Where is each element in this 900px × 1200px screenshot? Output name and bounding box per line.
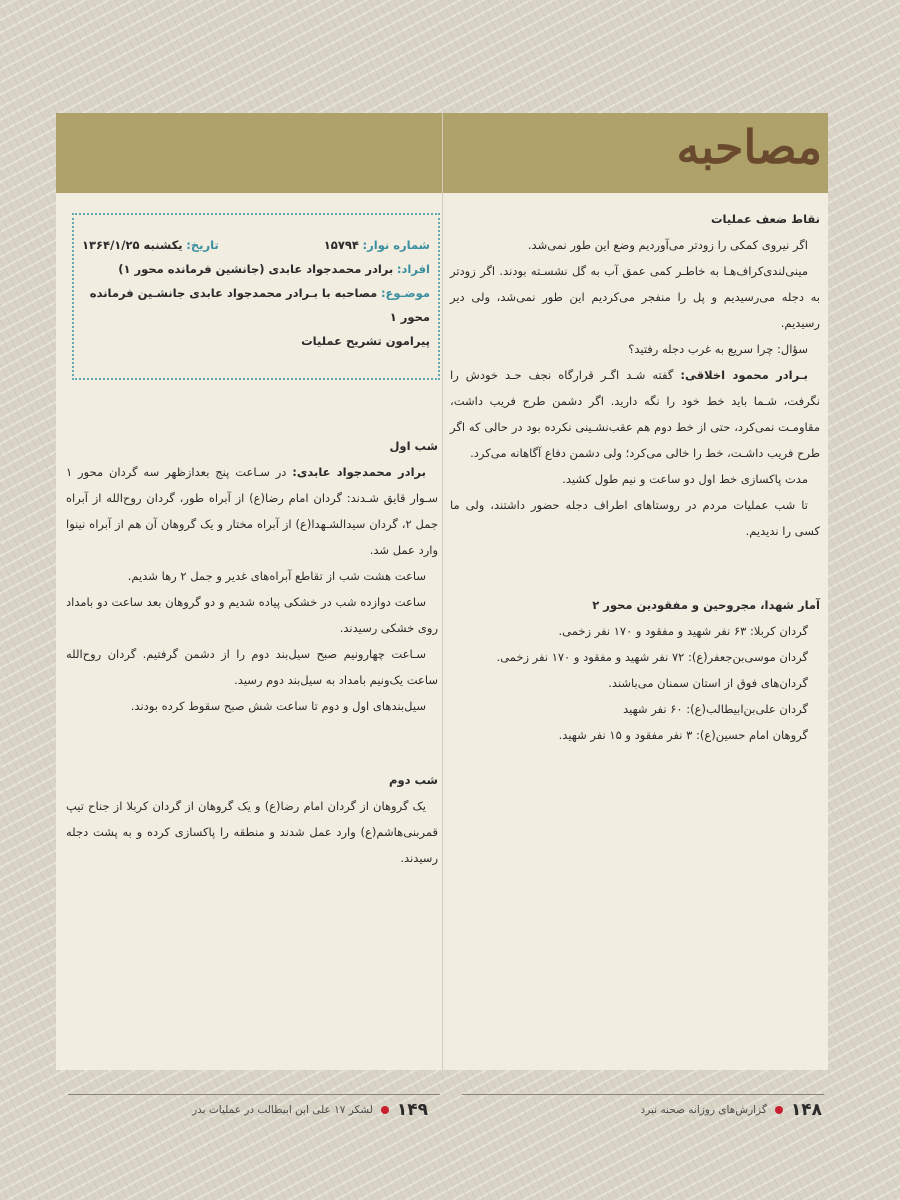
subject-label: موضـوع: (380, 286, 430, 300)
info-row-people (82, 257, 430, 281)
paragraph-text: در سـاعت پنج بعدازظهر سه گردان محور ۱ سـوار قایق شـدند: گردان امام رضا(ع) از آبراه طور، گردان روح‌الله از آبراه جمل ۲، گردان سیدالشـهدا(ع) از آبراه مختار و یک گروهان آن هم از آبراه نینوا وارد عمل شد. (66, 465, 438, 557)
section-title-second-night: شب دوم (389, 773, 438, 787)
column-divider (442, 113, 443, 1070)
list-item: گروهان امام حسین(ع): ۳ نفر مفقود و ۱۵ نفر شهید. (558, 728, 808, 742)
answer-text: گفته شـد اگـر قرارگاه نجف حـد خودش را نگرفت، شـما باید خط خود را نگه دارید. اگر دشمن طرح فریب داشت، مقاومـت نمی‌کرد، حتی از خط دوم هم عقب‌نشـینی نکرده بود در حالی که اگر طرح فریب داشـت، خط را خالی می‌کرد؛ ولی دشمن دفاع آگاهانه می‌کرد. (450, 368, 820, 460)
doc-number: ۱۵۷۹۴ (323, 238, 359, 252)
section-title-casualties: آمار شهدا، مجروحین و مفقودین محور ۲ (592, 598, 820, 612)
right-column (450, 206, 820, 748)
subject-value-line1: مصاحبه با بـرادر محمدجواد عابدی جانشـین فرمانده محور ۱ (89, 286, 430, 324)
paragraph: اگر نیروی کمکی را زودتر می‌آوردیم وضع این طور نمی‌شد. (527, 238, 808, 252)
answer-paragraph (450, 362, 820, 466)
bullet-dot-icon (775, 1106, 783, 1114)
footer-left-caption: لشکر ۱۷ علی ابن ابیطالب در عملیات بدر (192, 1104, 373, 1116)
paragraph: مدت پاکسازی خط اول دو ساعت و نیم طول کشید. (562, 472, 808, 486)
people-label: افراد: (396, 262, 430, 276)
list-item: گردان علی‌بن‌ابیطالب(ع): ۶۰ نفر شهید (623, 702, 808, 716)
footer-rule-left (68, 1094, 440, 1095)
subject-value-line2: پیرامون تشریح عملیات (301, 334, 430, 348)
people-value: برادر محمدجواد عابدی (جانشین فرمانده محور ۱) (118, 262, 394, 276)
speaker-name: برادر محمدجواد عابدی: (292, 465, 426, 479)
footer-right-caption: گزارش‌های روزانه صحنه نبرد (640, 1104, 767, 1116)
document-info-box (72, 213, 440, 380)
paragraph: یک گروهان از گردان امام رضا(ع) و یک گروهان از گردان کربلا از جناح تیپ قمربنی‌هاشم(ع) وارد عمل شدند و منطقه را پاکسازی کرده و به پشت دجله رسیدند. (66, 799, 438, 865)
info-row-subject (82, 281, 430, 329)
page-title: مصاحبه (676, 120, 822, 174)
date-value: یکشنبه ۱۳۶۴/۱/۲۵ (82, 238, 183, 252)
paragraph: تا شب عملیات مردم در روستاهای اطراف دجله حضور داشتند، ولی ما کسی را ندیدیم. (450, 498, 820, 538)
paragraph (66, 459, 438, 563)
page-number-right: ۱۴۸ (790, 1100, 822, 1120)
footer-right (462, 1100, 822, 1120)
list-item: گردان موسی‌بن‌جعفر(ع): ۷۲ نفر شهید و مفقود و ۱۷۰ نفر زخمی. (496, 650, 808, 664)
section-title-first-night: شب اول (389, 439, 438, 453)
footer-left (68, 1100, 428, 1120)
footer-rule-right (462, 1094, 824, 1095)
date-label: تاریخ: (186, 238, 219, 252)
paragraph: ساعت دوازده شب در خشکی پیاده شدیم و دو گروهان بعد ساعت دو بامداد روی خشکی رسیدند. (66, 595, 438, 635)
list-item: گردان‌های فوق از استان سمنان می‌باشند. (608, 676, 808, 690)
paragraph: سـاعت چهارونیم صبح سیل‌بند دوم را از دشمن گرفتیم. گردان روح‌الله ساعت یک‌ونیم بامداد به سیل‌بند دوم رسید. (66, 647, 438, 687)
paragraph: ساعت هشت شب از تقاطع آبراه‌های غدیر و جمل ۲ رها شدیم. (127, 569, 426, 583)
paragraph: مینی‌لندی‌کراف‌هـا به خاطـر کمی عمق آب به گل نشسـته بودند. اگر زودتر به دجله می‌رسیدیم و پل را منفجر می‌کردیم این طور نمی‌شد، ولی دیر رسیدیم. (450, 264, 820, 330)
question-paragraph: سؤال: چرا سریع به غرب دجله رفتید؟ (628, 342, 808, 356)
section-title-weaknesses: نقاط ضعف عملیات (711, 212, 820, 226)
left-column (66, 433, 438, 871)
bullet-dot-icon (381, 1106, 389, 1114)
doc-number-label: شماره نوار: (362, 238, 430, 252)
list-item: گردان کربلا: ۶۳ نفر شهید و مفقود و ۱۷۰ نفر زخمی. (558, 624, 808, 638)
page-number-left: ۱۴۹ (396, 1100, 428, 1120)
info-row-number-date (82, 233, 430, 257)
paragraph: سیل‌بندهای اول و دوم تا ساعت شش صبح سقوط کرده بودند. (130, 699, 426, 713)
speaker-name: بـرادر محمود اخلاقی: (680, 368, 808, 382)
